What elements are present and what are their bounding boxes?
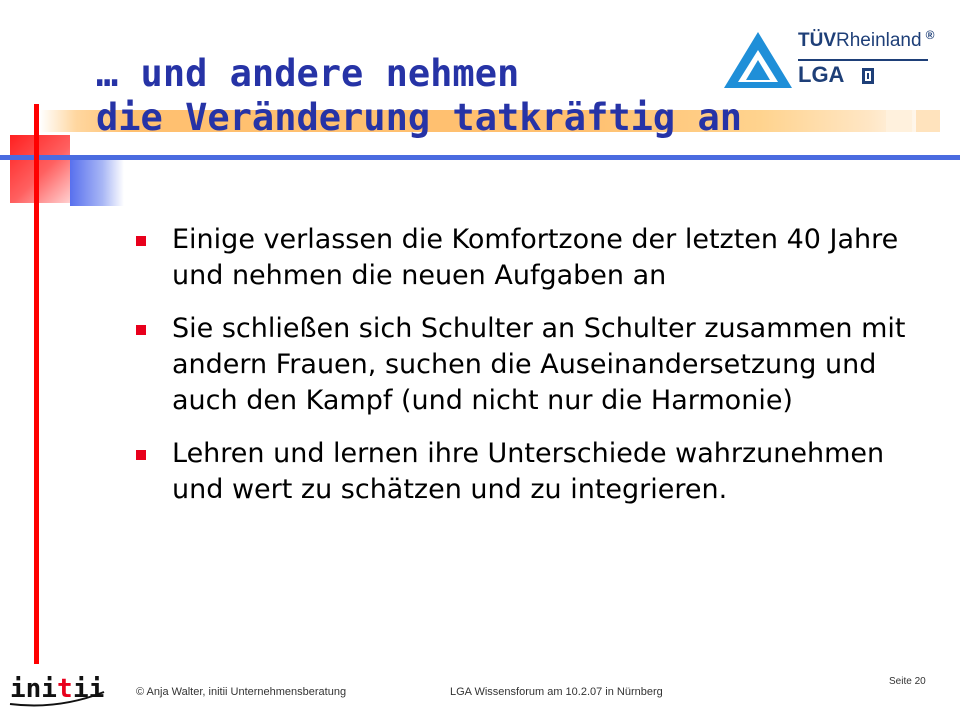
bullet-square-icon	[136, 325, 146, 335]
page-number: Seite 20	[889, 676, 926, 687]
bullet-item	[136, 222, 926, 294]
bullet-item	[136, 436, 926, 508]
decorative-blue-line	[0, 155, 960, 160]
bullet-square-icon	[136, 236, 146, 246]
bullet-square-icon	[136, 450, 146, 460]
lga-mark-icon	[862, 68, 874, 84]
footer-copyright: © Anja Walter, initii Unternehmensberatung	[136, 686, 347, 698]
brand-logo-text	[798, 30, 934, 52]
footer-event: LGA Wissensforum am 10.2.07 in Nürnberg	[450, 686, 663, 698]
svg-text:ini: ini	[10, 674, 57, 704]
tuv-triangle-logo-icon	[722, 30, 794, 90]
decorative-blue-square	[70, 160, 124, 206]
slide-title	[96, 52, 776, 140]
bullet-list	[136, 222, 926, 525]
lga-logo-text: LGA	[798, 62, 845, 87]
bullet-text: Sie schließen sich Schulter an Schulter zusammen mit andern Frauen, suchen die Auseinandersetzung und auch den Kampf (und nicht nur die Harmonie)	[172, 313, 906, 416]
brand-name-bold: TÜV	[798, 30, 836, 51]
decorative-red-line	[34, 104, 39, 664]
bullet-item	[136, 311, 926, 419]
bullet-text: Lehren und lernen ihre Unterschiede wahrzunehmen und wert zu schätzen und zu integrieren.	[172, 438, 885, 505]
logo-divider	[798, 59, 928, 61]
initii-logo-icon	[8, 670, 108, 710]
svg-text:t: t	[57, 674, 73, 704]
decorative-orange-square	[916, 110, 940, 132]
slide-title-line-1: … und andere nehmen	[96, 52, 520, 95]
decorative-red-square	[10, 135, 70, 203]
bullet-text: Einige verlassen die Komfortzone der letzten 40 Jahre und nehmen die neuen Aufgaben an	[172, 224, 899, 291]
decorative-orange-square	[886, 110, 912, 132]
brand-name-light: Rheinland	[836, 30, 922, 51]
slide-title-line-2: die Veränderung tatkräftig an	[96, 96, 743, 139]
svg-text:ii: ii	[73, 674, 105, 704]
registered-mark: ®	[925, 28, 935, 42]
